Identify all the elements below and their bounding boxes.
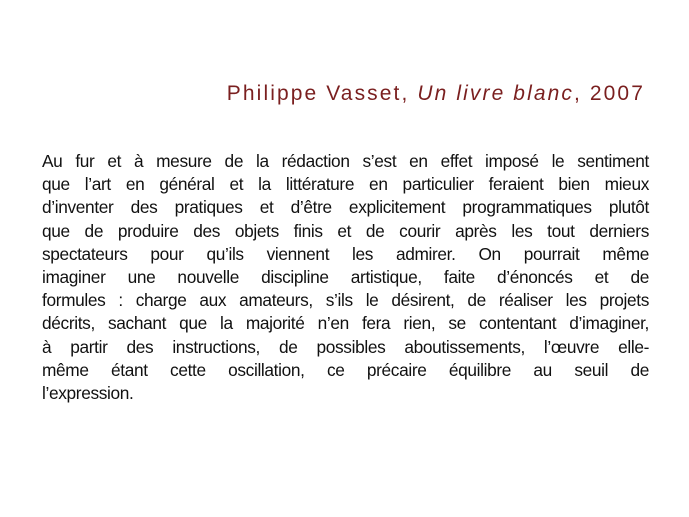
quote-line: même étant cette oscillation, ce précaire équilibre au seuil de <box>42 359 649 380</box>
title-author: Philippe Vasset, <box>226 82 418 105</box>
title-book: Un livre blanc <box>417 82 574 105</box>
quote-line: à partir des instructions, de possibles aboutissements, l’œuvre elle- <box>42 336 649 357</box>
quote-line: d’inventer des pratiques et d’être explicitement programmatiques plutôt <box>42 197 649 218</box>
quote-line: spectateurs pour qu’ils viennent les admirer. On pourrait même <box>42 243 649 264</box>
quote-line: l’expression. <box>42 383 134 404</box>
quote-line: que de produire des objets finis et de courir après les tout derniers <box>42 220 649 241</box>
quote-line: Au fur et à mesure de la rédaction s’est en effet imposé le sentiment <box>42 151 649 171</box>
title-year: , 2007 <box>574 82 645 105</box>
quote-line: imaginer une nouvelle discipline artistique, faite d’énoncés et de <box>42 267 649 288</box>
quote-line: formules : charge aux amateurs, s’ils le désirent, de réaliser les projets <box>42 290 649 311</box>
quote-paragraph <box>42 150 649 405</box>
quote-line: décrits, sachant que la majorité n’en fera rien, se contentant d’imaginer, <box>42 313 649 334</box>
quote-line: que l’art en général et la littérature en particulier feraient bien mieux <box>42 174 649 195</box>
slide-title <box>227 80 645 108</box>
